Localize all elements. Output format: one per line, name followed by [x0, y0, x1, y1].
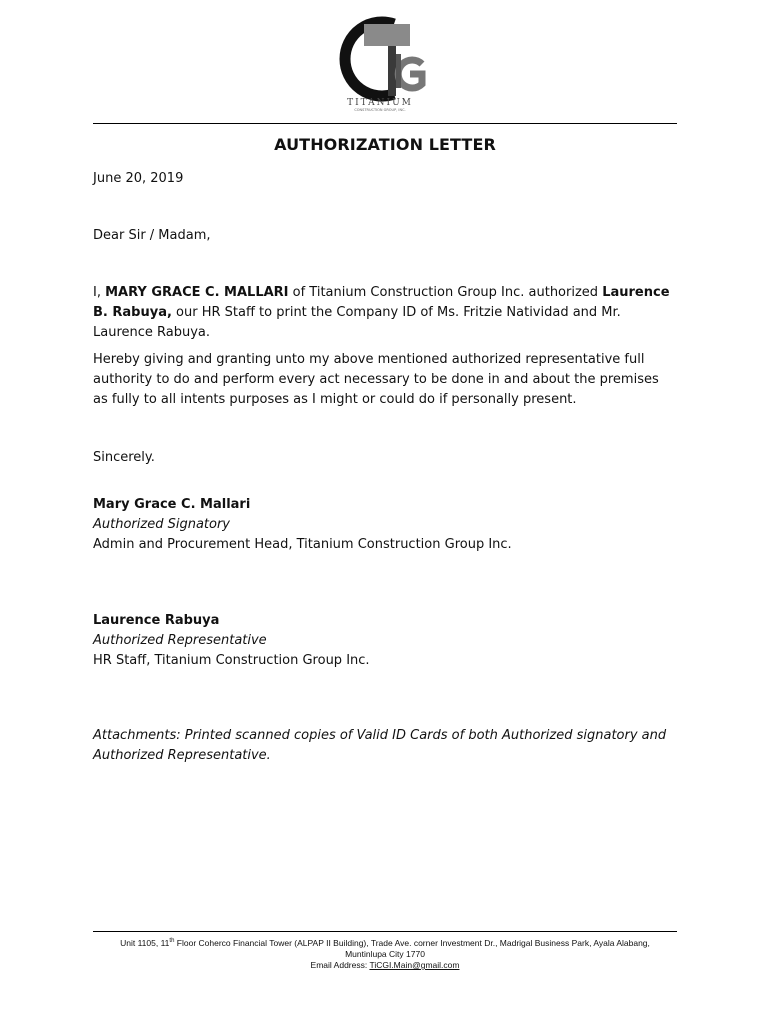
footer-address-part-b: Floor Coherco Financial Tower (ALPAP II Building), Trade Ave. corner Investment Dr., Madrigal Business Park, Ayala Alabang, [174, 938, 650, 948]
header-divider [93, 123, 677, 124]
authorization-paragraph [93, 283, 677, 343]
letter-closing: Sincerely. [93, 450, 155, 465]
representative-role: Authorized Representative [93, 633, 267, 648]
signatory-name-bold: MARY GRACE C. MALLARI [105, 285, 289, 300]
footer-email-link[interactable]: TiCGI.Main@gmail.com [369, 960, 460, 970]
letter-date: June 20, 2019 [93, 171, 184, 186]
letter-greeting: Dear Sir / Madam, [93, 228, 211, 243]
footer [93, 938, 677, 971]
logo-subtext: CONSTRUCTION GROUP, INC. [354, 108, 406, 112]
para1-text-b: of Titanium Construction Group Inc. authorized [288, 285, 603, 300]
footer-address-line1 [93, 938, 677, 949]
signatory-block [93, 495, 677, 555]
footer-divider [93, 931, 677, 932]
signatory-position: Admin and Procurement Head, Titanium Construction Group Inc. [93, 537, 512, 552]
signatory-name: Mary Grace C. Mallari [93, 497, 251, 512]
representative-position: HR Staff, Titanium Construction Group Inc. [93, 653, 370, 668]
representative-name: Laurence Rabuya [93, 613, 220, 628]
footer-address-line2: Muntinlupa City 1770 [345, 949, 425, 959]
titanium-logo-icon [330, 12, 430, 112]
footer-email-line [93, 960, 677, 971]
logo-text: TITANIUM [347, 98, 413, 108]
footer-address-sup: th [169, 938, 175, 945]
company-logo [330, 12, 430, 112]
signatory-role: Authorized Signatory [93, 517, 230, 532]
document-title: AUTHORIZATION LETTER [274, 135, 496, 154]
representative-name-bold: Laurence B. Rabuya, [93, 285, 670, 320]
representative-block [93, 611, 677, 671]
attachments-note: Attachments: Printed scanned copies of Valid ID Cards of both Authorized signatory and Authorized Representative. [93, 728, 667, 763]
authority-paragraph: Hereby giving and granting unto my above mentioned authorized representative full authority to do and perform every act necessary to be done in and about the premises as fully to all intents purposes as I might or could do if personally present. [93, 352, 659, 407]
para1-text-a: I, [93, 285, 106, 300]
footer-email-label: Email Address: [310, 960, 370, 970]
footer-address-part-a: Unit 1105, 11 [120, 938, 170, 948]
para1-text-c: our HR Staff to print the Company ID of Ms. Fritzie Natividad and Mr. Laurence Rabuya. [93, 305, 621, 340]
